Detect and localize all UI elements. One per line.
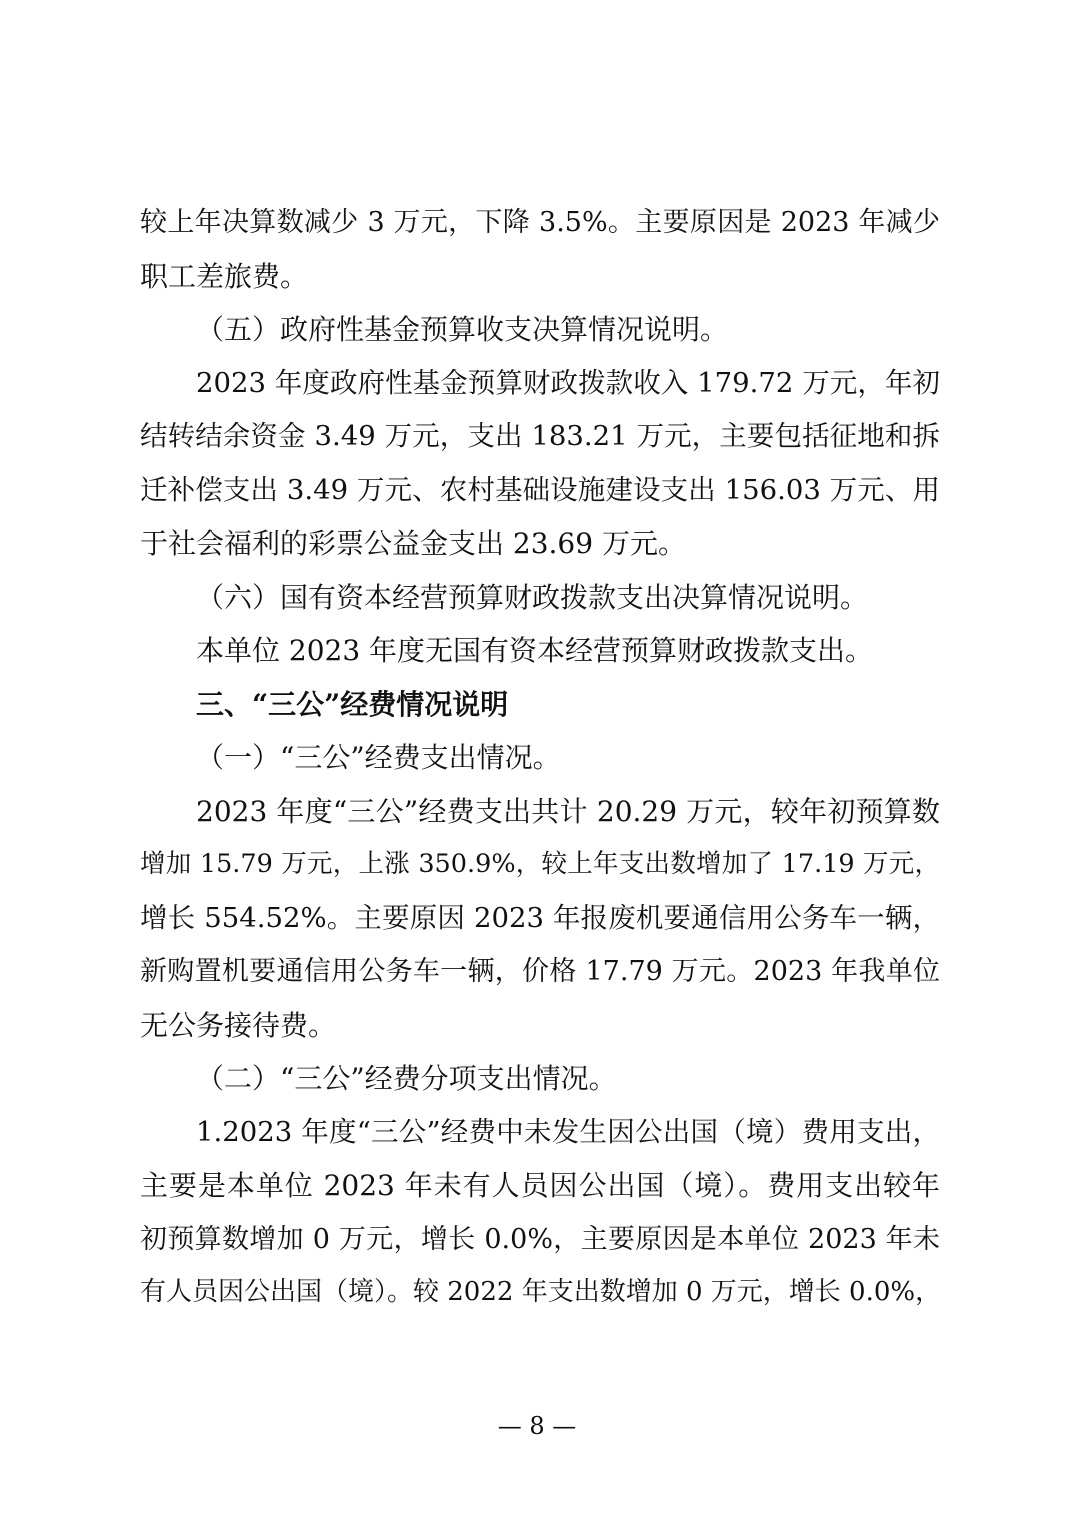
paragraph-line: 结转结余资金 3.49 万元，支出 183.21 万元，主要包括征地和拆	[140, 420, 940, 452]
paragraph-line: 2023 年度政府性基金预算财政拨款收入 179.72 万元，年初	[196, 366, 940, 399]
paragraph-line: 职工差旅费。	[140, 259, 309, 293]
section-subheading: （六）国有资本经营预算财政拨款支出决算情况说明。	[196, 580, 869, 614]
section-subheading: （五）政府性基金预算收支决算情况说明。	[196, 313, 729, 346]
paragraph-line: 初预算数增加 0 万元，增长 0.0%，主要原因是本单位 2023 年未	[140, 1223, 940, 1255]
paragraph-line: 新购置机要通信用公务车一辆，价格 17.79 万元。2023 年我单位	[140, 956, 940, 987]
paragraph-line: 主要是本单位 2023 年未有人员因公出国（境）。费用支出较年	[140, 1169, 940, 1202]
section-subheading: （二）“三公”经费分项支出情况。	[196, 1062, 617, 1095]
paragraph-line: 有人员因公出国（境）。较 2022 年支出数增加 0 万元，增长 0.0%，	[140, 1277, 942, 1307]
paragraph-line: 于社会福利的彩票公益金支出 23.69 万元。	[140, 527, 686, 560]
body-text	[140, 196, 940, 1320]
paragraph-line: 增长 554.52%。主要原因 2023 年报废机要通信用公务车一辆，	[140, 901, 940, 934]
paragraph-line: 1.2023 年度“三公”经费中未发生因公出国（境）费用支出，	[196, 1115, 940, 1148]
paragraph-line: 本单位 2023 年度无国有资本经营预算财政拨款支出。	[196, 634, 874, 667]
paragraph-line: 2023 年度“三公”经费支出共计 20.29 万元，较年初预算数	[196, 794, 940, 828]
paragraph-line: 无公务接待费。	[140, 1008, 337, 1042]
paragraph-line: 迁补偿支出 3.49 万元、农村基础设施建设支出 156.03 万元、用	[140, 473, 940, 506]
section-heading: 三、“三公”经费情况说明	[196, 687, 509, 721]
paragraph-line: 增加 15.79 万元，上涨 350.9%，较上年支出数增加了 17.19 万元，	[140, 849, 940, 879]
paragraph-line: 较上年决算数减少 3 万元，下降 3.5%。主要原因是 2023 年减少	[140, 207, 940, 238]
page-number: — 8 —	[497, 1412, 577, 1440]
section-subheading: （一）“三公”经费支出情况。	[196, 741, 561, 774]
